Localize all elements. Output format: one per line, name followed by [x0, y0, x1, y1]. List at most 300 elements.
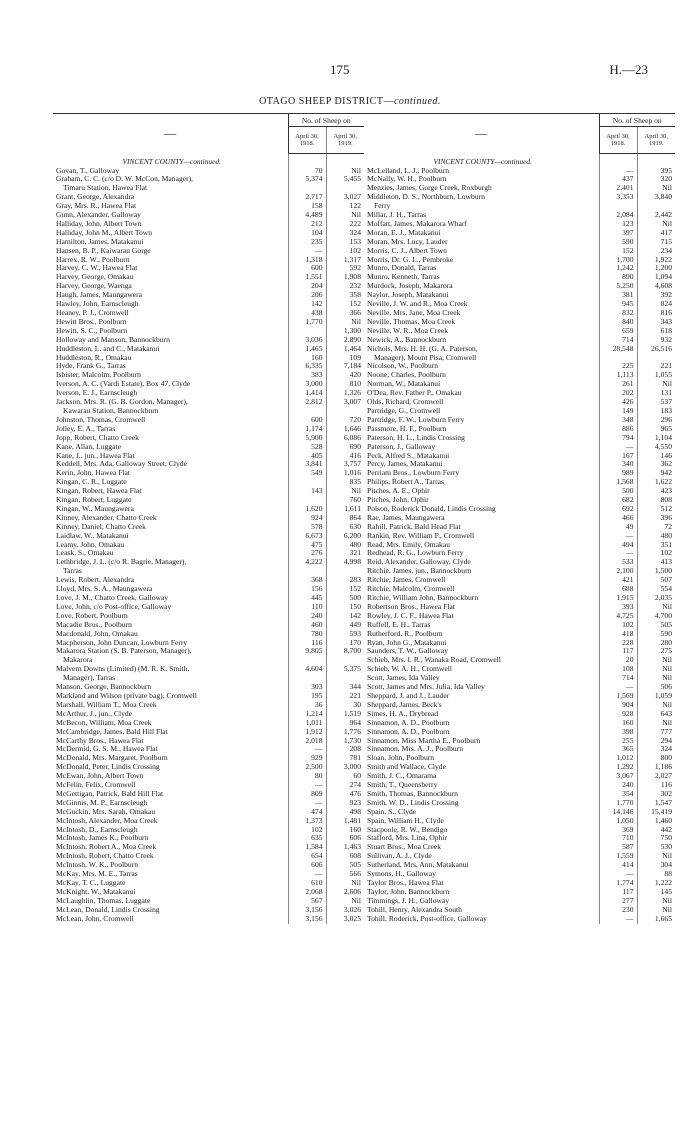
owner-name: Iverson, A. C. (Vardi Estate), Box 47, Clyde: [53, 380, 288, 389]
sheep-1919: 1,463: [343, 843, 361, 852]
table-row: [364, 710, 675, 719]
sheep-1919: 606: [349, 834, 361, 843]
table-row: [364, 175, 675, 184]
owner-name: Hyde, Frank G., Tarras: [53, 362, 288, 371]
sheep-1919: Nil: [351, 166, 361, 175]
sheep-1918: 794: [599, 434, 637, 443]
table-row: [364, 193, 675, 202]
sheep-1919: 280: [660, 638, 672, 647]
table-row: [364, 229, 675, 238]
owner-name: Kingan, Robert, Luggate: [53, 496, 288, 505]
owner-name: McIntosh, Alexander, Moa Creek: [53, 817, 288, 826]
sheep-1919: [326, 567, 364, 576]
sheep-1918: 1,242: [599, 264, 637, 273]
owner-name: Love, J. M., Chatto Creek, Galloway: [53, 594, 288, 603]
owner-name: Kingan, W., Maungawera: [53, 505, 288, 514]
sheep-1918: 989: [599, 469, 637, 478]
sheep-1919: 3,007: [343, 398, 361, 407]
sheep-1919: 72: [664, 522, 672, 531]
owner-name: Huddleston, R., Omakau: [53, 354, 288, 363]
table-row: [364, 647, 675, 656]
owner-name: Saunders, T. W., Galloway: [364, 647, 599, 656]
table-row: [364, 549, 675, 558]
sheep-1919: 2,027: [654, 772, 672, 781]
owner-name: McGettigan, Patrick, Bald Hill Flat: [53, 790, 288, 799]
owner-name: Smith, T., Queensberry: [364, 781, 599, 790]
owner-name: Symons, H., Galloway: [364, 870, 599, 879]
table-row: [364, 861, 675, 870]
owner-name: Kane, Allan, Luggate: [53, 443, 288, 452]
owner-name: Kane, J., jun., Hawea Flat: [53, 452, 288, 461]
sheep-1919: [637, 354, 675, 363]
table-row: [364, 354, 675, 363]
owner-name: Peck, Alfred S., Matakanui: [364, 452, 599, 461]
table-row: [53, 273, 364, 282]
table-row: [364, 799, 675, 808]
table-row: [53, 763, 364, 772]
owner-name: Hawley, John, Earnscleugh: [53, 300, 288, 309]
owner-name: McBecon, William, Moa Creek: [53, 719, 288, 728]
owner-name: Manager), Mount Pisa, Cromwell: [364, 354, 599, 363]
table-row: [53, 460, 364, 469]
sheep-1918: 2,084: [599, 211, 637, 220]
sheep-1918: 261: [599, 380, 637, 389]
sheep-1919: 781: [349, 754, 361, 763]
sheep-1919: 592: [349, 264, 361, 273]
sheep-1919: 3,026: [343, 905, 361, 914]
table-row: [53, 826, 364, 835]
sheep-1918: 1,414: [288, 389, 326, 398]
sheep-1919: Nil: [351, 879, 361, 887]
owner-name: Rowley, J. C. F., Hawea Flat: [364, 612, 599, 621]
owner-name: Neville, J. W. and R., Moa Creek: [364, 300, 599, 309]
sheep-1918: 3,036: [288, 336, 326, 345]
sheep-1919: 630: [349, 522, 361, 531]
table-row: [364, 487, 675, 496]
owner-name: Gray, Mrs. R., Hawea Flat: [53, 202, 288, 211]
sheep-1919: 4,608: [654, 282, 672, 291]
owner-name: McIntosh, W. K., Poolburn: [53, 861, 288, 870]
sheep-1919: 3,840: [654, 193, 672, 202]
sheep-1919: 344: [349, 683, 361, 692]
sheep-1918: 1,373: [288, 817, 326, 826]
sheep-1918: 340: [599, 460, 637, 469]
table-row: [53, 443, 364, 452]
owner-name: Laidlaw, W., Matakanui: [53, 532, 288, 541]
owner-name: Stacpoole, R. W., Bendigo: [364, 826, 599, 835]
sheep-1919: 221: [349, 691, 361, 700]
table-row: [53, 220, 364, 229]
sheep-1918: 158: [288, 202, 326, 211]
sheep-1918: 600: [288, 416, 326, 425]
sheep-1919: 810: [349, 380, 361, 389]
table-row: [53, 674, 364, 683]
owner-name: Hansen, B. P., Kaiwarau Gorge: [53, 247, 288, 256]
sheep-1918: 610: [288, 879, 326, 888]
sheep-1919: 566: [349, 870, 361, 879]
table-row: [364, 452, 675, 461]
sheep-1919: 3,000: [343, 763, 361, 772]
sheep-1918: 3,353: [599, 193, 637, 202]
table-row: [53, 541, 364, 550]
table-row: [53, 398, 364, 407]
table-row: [53, 167, 364, 176]
sheep-1919: 1,908: [343, 273, 361, 282]
table-row: [364, 719, 675, 728]
table-row: [53, 754, 364, 763]
owner-name: McDermid, G. S. M., Hawea Flat: [53, 745, 288, 754]
sheep-1919: 1,059: [654, 691, 672, 700]
owner-name: Pitches, John, Ophir: [364, 496, 599, 505]
sheep-1919: [326, 407, 364, 416]
sheep-1919: 15,419: [651, 807, 672, 816]
sheep-1918: [599, 202, 637, 211]
owner-name: McIntosh, D., Earnscleugh: [53, 826, 288, 835]
sheep-1919: 476: [349, 789, 361, 798]
table-row: [364, 879, 675, 888]
table-row: [53, 175, 364, 184]
owner-name: Murdock, Joseph, Makarora: [364, 282, 599, 291]
sheep-count-group-header: No. of Sheep on: [599, 114, 675, 127]
table-row: [364, 247, 675, 256]
owner-name: Malvern Downs (Limited) (M. R. K. Smith,: [53, 665, 288, 674]
owner-name: Munro, Kenneth, Tarras: [364, 273, 599, 282]
sheep-1919: 593: [349, 629, 361, 638]
sheep-1918: 368: [288, 576, 326, 585]
owner-name: Jolley, E. A., Tarras: [53, 425, 288, 434]
table-row: [364, 567, 675, 576]
owner-name: Ritchie, James, Cromwell: [364, 576, 599, 585]
table-row: [53, 434, 364, 443]
table-row: [364, 603, 675, 612]
table-row: [364, 380, 675, 389]
owner-name: Sinnamon, Mrs. A. J., Poolburn: [364, 745, 599, 754]
owner-name: Hamilton, James, Matakanui: [53, 238, 288, 247]
sheep-1918: 143: [288, 487, 326, 496]
sheep-1919: 720: [349, 415, 361, 424]
table-row: [364, 496, 675, 505]
sheep-1918: 398: [599, 728, 637, 737]
sheep-1918: 426: [599, 398, 637, 407]
table-row: [53, 407, 364, 416]
sheep-1918: 890: [599, 273, 637, 282]
sheep-1919: 618: [660, 326, 672, 335]
table-row: [53, 184, 364, 193]
sheep-1918: 167: [599, 452, 637, 461]
owner-name: Rae, James, Maungawera: [364, 514, 599, 523]
owner-name: Macpherson, John Duncan, Lowburn Ferry: [53, 639, 288, 648]
sheep-1918: 1,465: [288, 345, 326, 354]
sheep-1918: 945: [599, 300, 637, 309]
sheep-1919: 417: [660, 228, 672, 237]
sheep-1918: 2,812: [288, 398, 326, 407]
owner-name: Makarora Station (S. B. Paterson, Manager),: [53, 647, 288, 656]
sheep-1918: 929: [288, 754, 326, 763]
page-header: [0, 62, 700, 80]
table-row: [53, 558, 364, 567]
sheep-1918: 500: [599, 487, 637, 496]
owner-name: Halliday, John M., Albert Town: [53, 229, 288, 238]
sheep-1918: 659: [599, 327, 637, 336]
sheep-1918: 635: [288, 834, 326, 843]
owner-name: Morris, C. J., Albert Town: [364, 247, 599, 256]
sheep-1918: [288, 674, 326, 683]
table-row: [364, 897, 675, 906]
sheep-1918: 567: [288, 897, 326, 906]
owner-name: McIntosh, James K., Poolburn: [53, 834, 288, 843]
table-row: [364, 167, 675, 176]
sheep-1918: 204: [288, 282, 326, 291]
sheep-1918: 156: [288, 585, 326, 594]
table-row: [364, 843, 675, 852]
table-row: [364, 434, 675, 443]
sheep-1919: 221: [660, 362, 672, 371]
sheep-1918: 475: [288, 541, 326, 550]
sheep-1919: 324: [349, 228, 361, 237]
owner-name: Moran, Mrs. Lucy, Lauder: [364, 238, 599, 247]
table-row: [53, 469, 364, 478]
sheep-1919: 835: [349, 478, 361, 487]
owner-name: McLean, John, Cromwell: [53, 915, 288, 924]
owner-name: Millar, J. H., Tarras: [364, 211, 599, 220]
sheep-1918: 924: [288, 514, 326, 523]
owner-name: McDonald, Mrs. Margaret, Poolburn: [53, 754, 288, 763]
table-row: [53, 202, 364, 211]
sheep-1918: 600: [288, 264, 326, 273]
year-1918-header: April 30, 1918.: [599, 127, 637, 154]
table-row: [53, 692, 364, 701]
sheep-1918: 4,604: [288, 665, 326, 674]
sheep-1919: 1,094: [654, 273, 672, 282]
sheep-1918: 397: [599, 229, 637, 238]
owner-name: Ruffell, E. H., Tarras: [364, 621, 599, 630]
sheep-1919: 320: [660, 175, 672, 184]
owner-name: McLaughlin, Thomas, Luggate: [53, 897, 288, 906]
sheep-1918: [288, 656, 326, 665]
sheep-1919: 145: [660, 887, 672, 896]
owner-name: McKnight, W., Matakanui: [53, 888, 288, 897]
owner-name: McKay, Mrs. M. E., Tarras: [53, 870, 288, 879]
sheep-1919: 1,665: [654, 914, 672, 923]
sheep-1919: 152: [349, 585, 361, 594]
sheep-1918: 1,770: [599, 799, 637, 808]
sheep-1919: 275: [660, 647, 672, 656]
sheep-table-right: [364, 113, 675, 924]
table-row: [364, 674, 675, 683]
table-row: [364, 834, 675, 843]
table-row: [53, 834, 364, 843]
sheep-1918: 437: [599, 175, 637, 184]
sheep-1918: 474: [288, 808, 326, 817]
sheep-1918: 202: [599, 389, 637, 398]
owner-name: Morris, Dr. G. L., Pembroke: [364, 256, 599, 265]
owner-name: Timaru Station, Hawea Flat: [53, 184, 288, 193]
sheep-1918: 116: [288, 639, 326, 648]
sheep-1919: 2,442: [654, 211, 672, 220]
table-row: [53, 291, 364, 300]
sheep-1918: 3,000: [288, 380, 326, 389]
owner-name: Polson, Roderick Donald, Lindis Crossing: [364, 505, 599, 514]
owner-name: Kawarau Station, Bannockburn: [53, 407, 288, 416]
owner-name: Rutherford, R., Poolburn: [364, 630, 599, 639]
sheep-1919: 942: [660, 469, 672, 478]
sheep-1919: 505: [660, 620, 672, 629]
owner-name: Markland and Wilson (private bag), Cromwell: [53, 692, 288, 701]
table-row: [364, 621, 675, 630]
owner-name: Graham, C. C. (c/o D. W. McCon, Manager),: [53, 175, 288, 184]
sheep-1919: 324: [660, 745, 672, 754]
table-row: [364, 389, 675, 398]
table-row: [53, 389, 364, 398]
sheep-1919: 343: [660, 317, 672, 326]
sheep-1918: 1,113: [599, 371, 637, 380]
table-row: [364, 585, 675, 594]
owner-name: Philips, Robert A., Tarras: [364, 478, 599, 487]
owner-name: Isbister, Malcolm, Poolburn: [53, 371, 288, 380]
sheep-1918: 348: [599, 416, 637, 425]
owner-name: Kingan, Robert, Hawea Flat: [53, 487, 288, 496]
sheep-1918: 6,335: [288, 362, 326, 371]
table-row: [364, 469, 675, 478]
owner-name: Tohill, Roderick, Post-office, Galloway: [364, 915, 599, 924]
owner-name: Leamy, John, Omakau: [53, 541, 288, 550]
table-row: [364, 523, 675, 532]
table-row: [364, 745, 675, 754]
owner-name: McLelland, L. J., Poolburn: [364, 167, 599, 176]
sheep-1919: 1,222: [654, 879, 672, 887]
owner-name: Halliday, John, Albert Town: [53, 220, 288, 229]
sheep-1919: 362: [660, 460, 672, 469]
table-row: [53, 683, 364, 692]
sheep-1919: 396: [660, 513, 672, 522]
sheep-1918: 1,915: [599, 594, 637, 603]
owner-name: Olds, Richard, Cromwell: [364, 398, 599, 407]
table-row: [364, 692, 675, 701]
sheep-1919: 808: [660, 496, 672, 505]
sheep-1918: 840: [599, 318, 637, 327]
table-row: [53, 879, 364, 888]
document-reference: H.—23: [609, 62, 648, 77]
sheep-1918: 714: [599, 336, 637, 345]
sheep-1918: —: [288, 799, 326, 808]
owner-name: McGuckin, Mrs. Sarah, Omakau: [53, 808, 288, 817]
sheep-1919: 102: [660, 549, 672, 558]
table-row: [53, 523, 364, 532]
sheep-1919: 715: [660, 237, 672, 246]
sheep-1919: 222: [349, 219, 361, 228]
sheep-1918: 195: [288, 692, 326, 701]
table-row: [364, 737, 675, 746]
owner-name: McNally, W. H., Poolburn: [364, 175, 599, 184]
sheep-1919: Nil: [351, 317, 361, 326]
sheep-1919: 8,700: [343, 647, 361, 656]
table-row: [364, 915, 675, 924]
title-main: OTAGO SHEEP DISTRICT—: [259, 96, 394, 107]
section-heading-row: [364, 154, 675, 167]
table-row: [53, 371, 364, 380]
sheep-1918: 3,067: [599, 772, 637, 781]
sheep-1919: 498: [349, 807, 361, 816]
sheep-1918: 225: [599, 362, 637, 371]
table-row: [53, 817, 364, 826]
sheep-1918: 1,568: [599, 478, 637, 487]
table-row: [53, 425, 364, 434]
owner-name: Nicolson, W., Poolburn: [364, 362, 599, 371]
owner-name: Taylor, John, Bannockburn: [364, 888, 599, 897]
owner-name: Ritchie, William John, Bannockburn: [364, 594, 599, 603]
sheep-1919: Nil: [351, 896, 361, 905]
sheep-1919: 480: [660, 531, 672, 540]
sheep-1918: 2,100: [599, 567, 637, 576]
owner-name: Simes, H. A., Drybread: [364, 710, 599, 719]
sheep-1918: 369: [599, 826, 637, 835]
owner-name: Stafford, Mrs. Lina, Ophir: [364, 834, 599, 843]
sheep-1918: 152: [599, 247, 637, 256]
table-row: [364, 371, 675, 380]
sheep-1918: 1,569: [599, 692, 637, 701]
sheep-1918: 1,174: [288, 425, 326, 434]
table-row: [53, 238, 364, 247]
sheep-1918: 3,156: [288, 906, 326, 915]
sheep-1919: 1,519: [343, 709, 361, 718]
sheep-1919: Nil: [351, 211, 361, 220]
sheep-1918: 354: [599, 790, 637, 799]
table-row: [364, 211, 675, 220]
sheep-1919: [326, 184, 364, 193]
sheep-1919: Nil: [662, 718, 672, 727]
owner-name: O'Dea, Rev. Father P., Omakau: [364, 389, 599, 398]
table-row: [53, 745, 364, 754]
owner-name: McKay, T. C., Luggate: [53, 879, 288, 888]
sheep-1919: 102: [349, 246, 361, 255]
owner-name: Jackson, Mrs. R. (G. B. Gordon, Manager),: [53, 398, 288, 407]
table-row: [53, 567, 364, 576]
owner-name: Sheppard, James, Beck's: [364, 701, 599, 710]
owner-name: Sutherland, Mrs. Ann, Matakanui: [364, 861, 599, 870]
owner-name: Moffatt, James, Makarora Wharf: [364, 220, 599, 229]
sheep-1918: 606: [288, 861, 326, 870]
owner-name: McCambridge, James, Bald Hill Flat: [53, 728, 288, 737]
table-row: [53, 478, 364, 487]
table-row: [364, 398, 675, 407]
sheep-1918: 383: [288, 371, 326, 380]
owner-name: Sinnamon, A. D., Poolburn: [364, 728, 599, 737]
sheep-1919: 506: [660, 683, 672, 692]
sheep-1919: 1,730: [343, 736, 361, 745]
sheep-1919: 824: [660, 300, 672, 309]
owner-name: Grant, George, Alexandra: [53, 193, 288, 202]
owner-name: Ryan, John G., Matakanui: [364, 639, 599, 648]
sheep-1918: 212: [288, 220, 326, 229]
sheep-1919: 4,550: [654, 442, 672, 451]
sheep-1919: 777: [660, 727, 672, 736]
sheep-1919: 1,622: [654, 478, 672, 487]
sheep-1919: 131: [660, 389, 672, 398]
sheep-1919: 7,184: [343, 362, 361, 371]
sheep-1919: Nil: [662, 665, 672, 674]
table-row: [364, 362, 675, 371]
sheep-1918: 108: [599, 665, 637, 674]
sheep-1919: 170: [349, 638, 361, 647]
sheep-1919: Nil: [662, 674, 672, 683]
sheep-1918: 102: [599, 621, 637, 630]
sheep-1919: 232: [349, 282, 361, 291]
table-row: [364, 790, 675, 799]
table-row: [364, 683, 675, 692]
owner-name: Paterson, H. L., Lindis Crossing: [364, 434, 599, 443]
sheep-1919: Nil: [662, 852, 672, 861]
table-row: [53, 505, 364, 514]
